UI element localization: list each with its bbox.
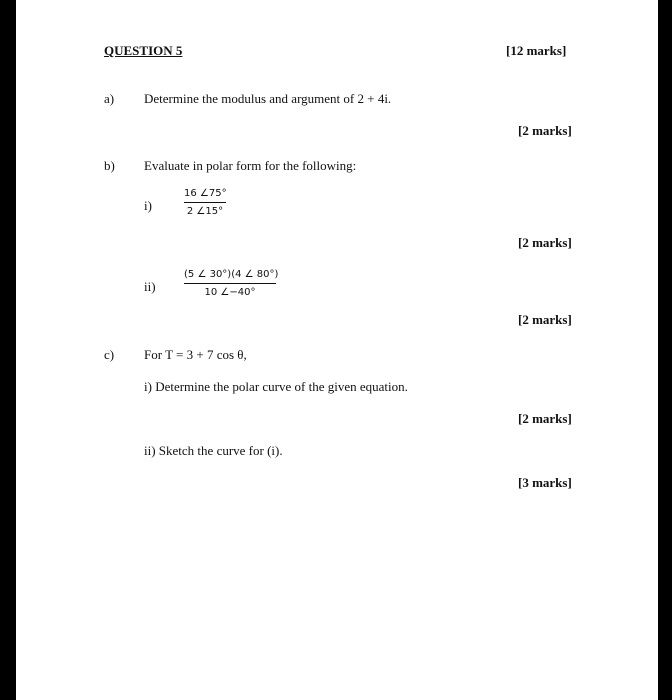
part-c-i-marks: [2 marks]	[518, 411, 572, 426]
part-b-ii-label: ii)	[144, 279, 156, 294]
part-b-ii-marks: [2 marks]	[518, 312, 572, 327]
fraction-bar	[184, 283, 276, 284]
part-b-ii-denominator: 10 ∠−40°	[204, 287, 256, 298]
part-a-marks: [2 marks]	[518, 123, 572, 138]
total-marks: [12 marks]	[506, 43, 567, 58]
part-b-ii-fraction	[184, 269, 279, 298]
question-sheet	[16, 0, 658, 700]
part-b-i-numerator: 16 ∠75°	[184, 188, 227, 199]
part-b-i-label: i)	[144, 198, 152, 213]
part-b-label: b)	[104, 158, 115, 173]
part-c-text: For T = 3 + 7 cos θ,	[144, 347, 247, 362]
part-c-ii-text: ii) Sketch the curve for (i).	[144, 443, 283, 458]
part-b-ii-numerator: (5 ∠ 30°)(4 ∠ 80°)	[184, 269, 279, 280]
part-a-text: Determine the modulus and argument of 2 + 4i.	[144, 91, 392, 106]
part-b-i-marks: [2 marks]	[518, 235, 572, 250]
part-c-i-text: i) Determine the polar curve of the given equation.	[144, 379, 408, 394]
part-b-i-denominator: 2 ∠15°	[186, 206, 224, 217]
part-b-text: Evaluate in polar form for the following:	[144, 158, 357, 173]
part-b-i-fraction	[184, 189, 226, 217]
part-c-ii-marks: [3 marks]	[518, 475, 572, 490]
fraction-bar	[184, 202, 226, 203]
question-title: QUESTION 5	[104, 43, 183, 58]
part-a-label: a)	[104, 91, 115, 106]
part-c-label: c)	[104, 347, 115, 362]
